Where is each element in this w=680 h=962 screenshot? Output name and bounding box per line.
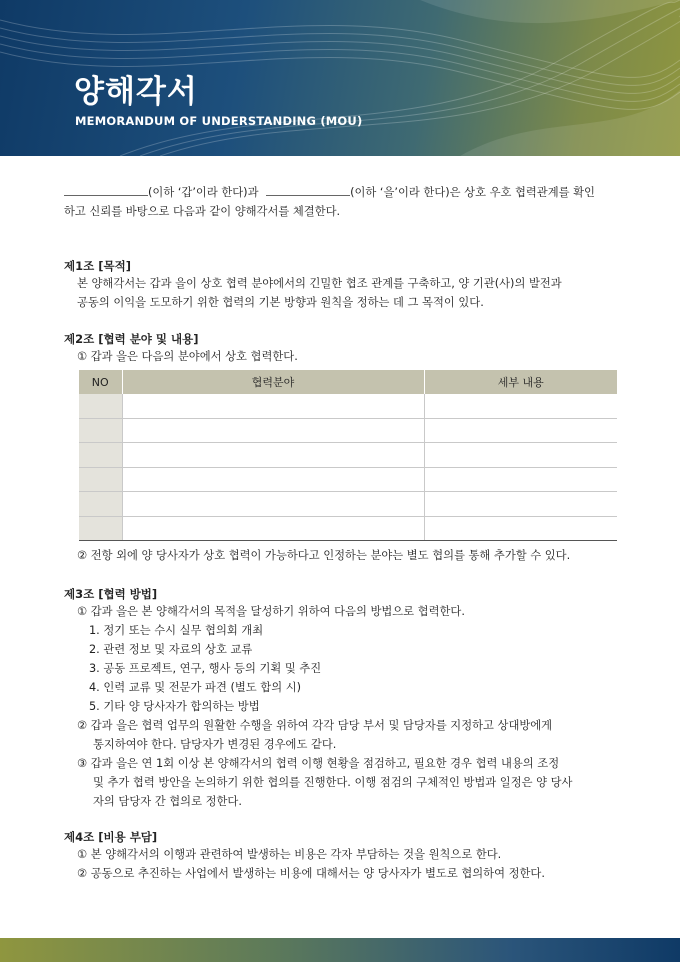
party-a-blank	[64, 184, 148, 196]
article-3-item-2-line-2: 통지하여야 한다. 담당자가 변경된 경우에도 같다.	[93, 738, 337, 751]
document-title: 양해각서	[74, 74, 198, 110]
table-row	[79, 467, 617, 492]
cell-no[interactable]	[79, 418, 122, 443]
cell-field[interactable]	[122, 516, 424, 541]
cell-detail[interactable]	[424, 492, 617, 517]
header-detail: 세부 내용	[424, 370, 617, 394]
article-3-item-2-line-1: ② 갑과 을은 협력 업무의 원활한 수행을 위하여 각각 담당 부서 및 담당자를 지정하고 상대방에게	[77, 719, 553, 732]
article-3-heading: 제3조 [협력 방법]	[64, 587, 158, 601]
article-4-item-2: ② 공동으로 추진하는 사업에서 발생하는 비용에 대해서는 양 당사자가 별도로 협의하여 정한다.	[77, 867, 545, 880]
method-item: 3. 공동 프로젝트, 연구, 행사 등의 기획 및 추진	[89, 662, 322, 675]
cell-detail[interactable]	[424, 516, 617, 541]
header-banner	[0, 0, 680, 156]
cell-field[interactable]	[122, 492, 424, 517]
header-field: 협력분야	[122, 370, 424, 394]
footer-bar	[0, 938, 680, 962]
article-3-item-3-line-2: 및 추가 협력 방안을 논의하기 위한 협의를 진행한다. 이행 점검의 구체적인 방법과 일정은 양 당사	[93, 776, 573, 789]
cell-detail[interactable]	[424, 418, 617, 443]
article-3-item-1: ① 갑과 을은 본 양해각서의 목적을 달성하기 위하여 다음의 방법으로 협력한다.	[77, 605, 465, 618]
cell-no[interactable]	[79, 443, 122, 468]
party-b-blank	[266, 184, 350, 196]
header-no: NO	[79, 370, 122, 394]
cell-detail[interactable]	[424, 467, 617, 492]
article-1-heading: 제1조 [목적]	[64, 259, 131, 273]
article-2-item-2: ② 전항 외에 양 당사자가 상호 협력이 가능하다고 인정하는 분야는 별도 협의를 통해 추가할 수 있다.	[77, 549, 571, 562]
cell-field[interactable]	[122, 443, 424, 468]
table-row	[79, 394, 617, 418]
article-1-line-2: 공동의 이익을 도모하기 위한 협력의 기본 방향과 원칙을 정하는 데 그 목적이 있다.	[77, 296, 484, 309]
method-item: 2. 관련 정보 및 자료의 상호 교류	[89, 643, 253, 656]
intro-line-1	[64, 184, 595, 200]
cell-field[interactable]	[122, 394, 424, 418]
cell-no[interactable]	[79, 394, 122, 418]
article-2-item-1: ① 갑과 을은 다음의 분야에서 상호 협력한다.	[77, 350, 298, 363]
cell-detail[interactable]	[424, 394, 617, 418]
table-row	[79, 418, 617, 443]
intro-text-a: (이하 ‘갑’이라 한다)과	[148, 186, 259, 199]
table-row	[79, 443, 617, 468]
cell-field[interactable]	[122, 418, 424, 443]
cell-field[interactable]	[122, 467, 424, 492]
article-4-heading: 제4조 [비용 부담]	[64, 830, 158, 844]
document-subtitle: MEMORANDUM OF UNDERSTANDING (MOU)	[75, 114, 363, 128]
article-4-item-1: ① 본 양해각서의 이행과 관련하여 발생하는 비용은 각자 부담하는 것을 원칙으로 한다.	[77, 848, 502, 861]
intro-text-b: (이하 ‘을’이라 한다)은 상호 우호 협력관계를 확인	[350, 186, 595, 199]
article-3-item-3-line-1: ③ 갑과 을은 연 1회 이상 본 양해각서의 협력 이행 현황을 점검하고, 필요한 경우 협력 내용의 조정	[77, 757, 560, 770]
article-1-line-1: 본 양해각서는 갑과 을이 상호 협력 분야에서의 긴밀한 협조 관계를 구축하고, 양 기관(사)의 발전과	[77, 277, 562, 290]
cell-detail[interactable]	[424, 443, 617, 468]
table-header-row	[79, 370, 617, 394]
article-2-heading: 제2조 [협력 분야 및 내용]	[64, 332, 199, 346]
article-3-item-3-line-3: 자의 담당자 간 협의로 정한다.	[93, 795, 242, 808]
method-item: 4. 인력 교류 및 전문가 파견 (별도 합의 시)	[89, 681, 302, 694]
intro-line-2: 하고 신뢰를 바탕으로 다음과 같이 양해각서를 체결한다.	[64, 205, 341, 218]
method-item: 1. 정기 또는 수시 실무 협의회 개최	[89, 624, 264, 637]
method-item: 5. 기타 양 당사자가 합의하는 방법	[89, 700, 260, 713]
cell-no[interactable]	[79, 467, 122, 492]
cooperation-table	[79, 370, 617, 541]
cell-no[interactable]	[79, 516, 122, 541]
cell-no[interactable]	[79, 492, 122, 517]
table-row	[79, 516, 617, 541]
table-row	[79, 492, 617, 517]
